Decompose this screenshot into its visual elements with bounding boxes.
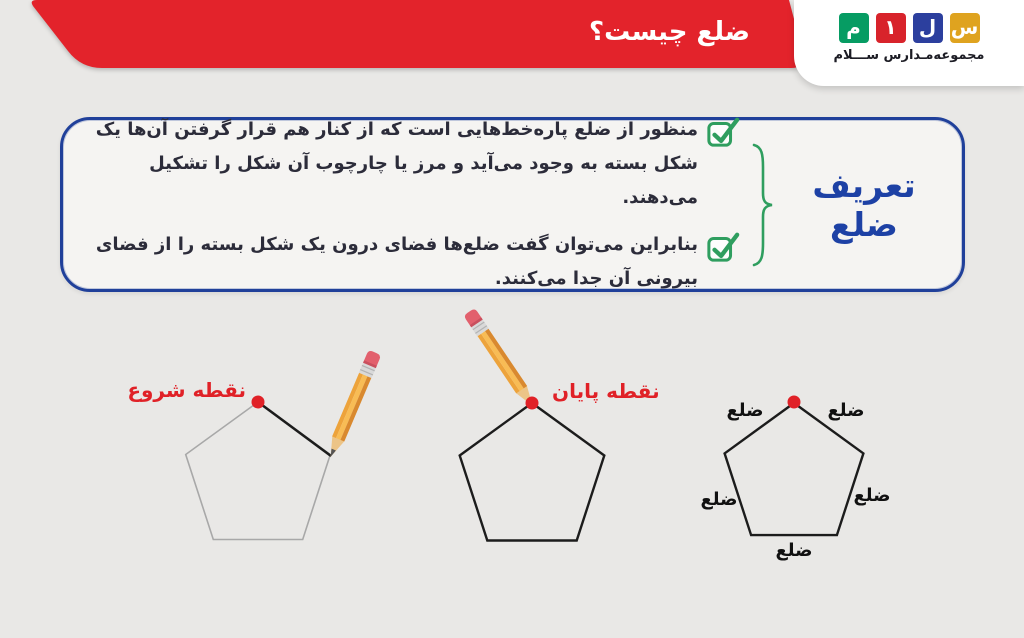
vertex-dot	[788, 396, 801, 409]
list-item	[87, 228, 740, 296]
definition-text-1: منظور از ضلع پاره‌خط‌هایی است که از کنار هم قرار گرفتن آن‌ها یک شکل بسته به وجود می‌آید و مرز یا چارچوب آن شکل را تشکیل می‌دهند.	[95, 119, 698, 209]
logo-letter-alef: ۱	[876, 13, 906, 43]
logo-letter-sin: س	[950, 13, 980, 43]
start-point-label: نقطه شروع	[127, 378, 246, 402]
definition-box	[60, 117, 965, 292]
definition-text-2: بنابراین می‌توان گفت ضلع‌ها فضای درون یک شکل بسته را از فضای بیرونی آن جدا می‌کنند.	[95, 233, 698, 289]
pencil-icon	[463, 308, 538, 410]
pentagon-labeled	[725, 403, 864, 535]
end-point-label: نقطه پایان	[552, 379, 660, 403]
side-label-left: ضلع	[700, 489, 738, 510]
definition-title: تعریف ضلع	[812, 165, 916, 244]
logo-caption: مجموعه‌مـدارس ســـلام	[833, 48, 985, 63]
page-title: ضلع چیست؟	[589, 17, 750, 47]
logo-letter-lam: ل	[913, 13, 943, 43]
end-point-dot	[526, 397, 539, 410]
side-label-right: ضلع	[853, 485, 891, 506]
school-logo	[794, 0, 1024, 86]
side-label-bottom: ضلع	[775, 540, 813, 561]
pencil-icon	[324, 350, 381, 460]
logo-letter-row	[839, 13, 980, 43]
drawn-side-line	[258, 402, 331, 456]
side-label-top-right: ضلع	[827, 400, 865, 421]
curly-brace-icon	[748, 141, 778, 269]
start-point-dot	[252, 396, 265, 409]
pentagon-closed	[460, 403, 605, 541]
list-item	[87, 113, 740, 216]
logo-letter-mim: م	[839, 13, 869, 43]
pentagon-outline-guide	[186, 402, 331, 540]
checkbox-checked-icon	[706, 231, 740, 263]
side-label-top-left: ضلع	[726, 400, 764, 421]
curly-brace-path	[754, 145, 772, 265]
checkbox-checked-icon	[706, 116, 740, 148]
definition-items	[87, 113, 740, 296]
